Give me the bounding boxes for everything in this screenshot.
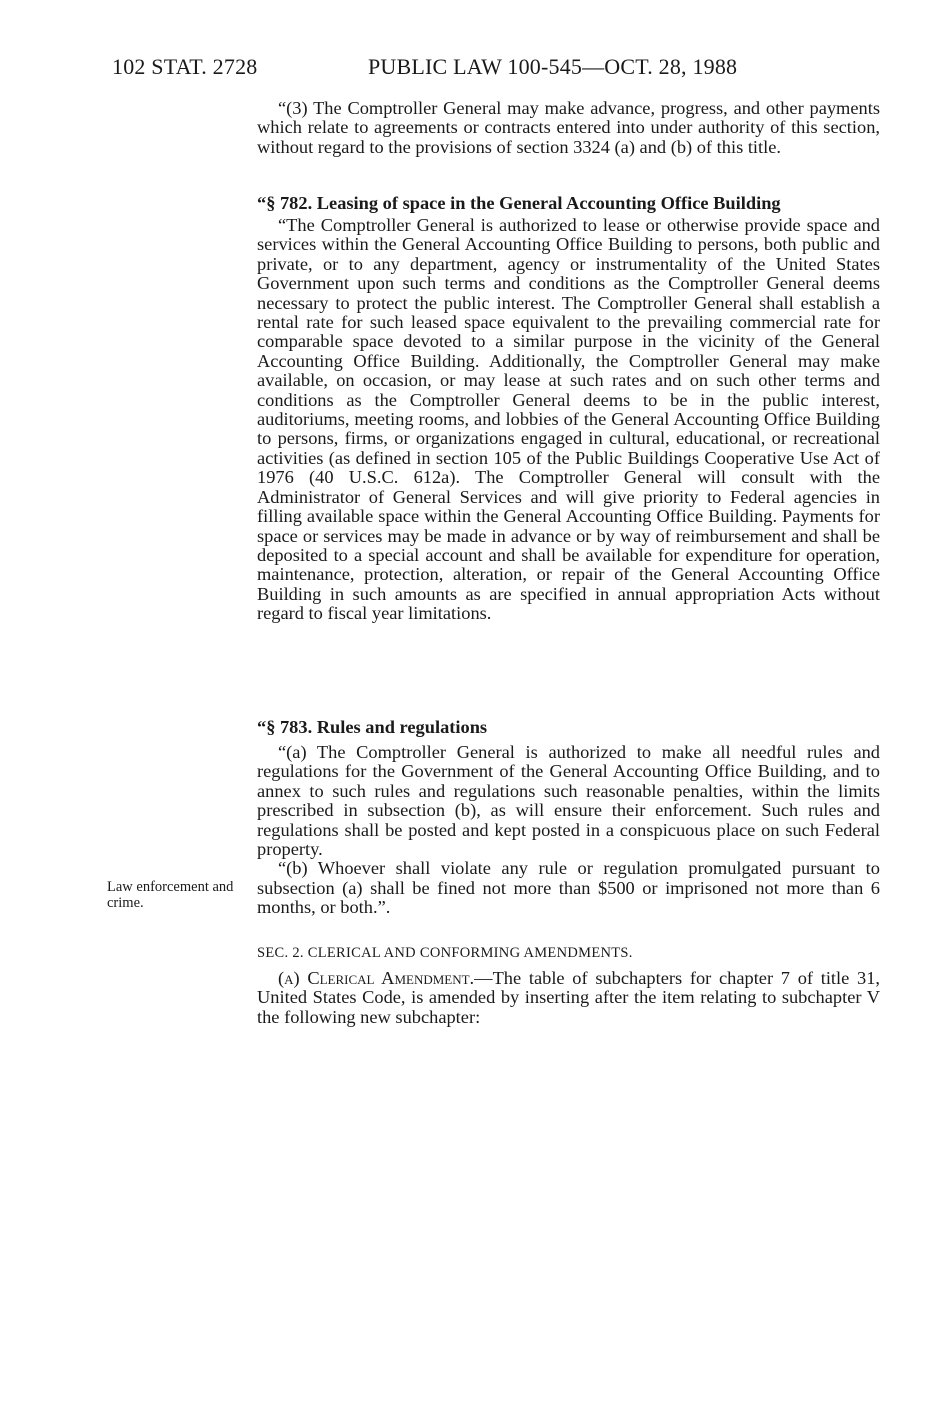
stat-page-number: 102 STAT. 2728 [112,54,258,79]
clerical-amendment-label: (a) Clerical Amendment. [278,968,475,988]
section-2-heading: SEC. 2. CLERICAL AND CONFORMING AMENDMENTS. [257,945,633,961]
paragraph-3 [257,99,880,157]
section-783 [257,717,880,918]
section-2-para-a [257,969,880,1027]
section-2 [257,944,880,1027]
section-783-para-b: “(b) Whoever shall violate any rule or regulation promulgated pursuant to subsection (a) shall be fined not more than $500 or imprisoned not more than 6 months, or both.”. [257,858,880,918]
page-header [112,54,812,84]
section-783-heading: “§ 783. Rules and regulations [257,717,488,737]
paragraph-3-text: “(3) The Comptroller General may make advance, progress, and other payments which relate to agreements or contracts entered into under authority of this section, without regard to the provisions of section 3324 (a) and (b) of this title. [257,98,880,157]
section-782-heading: “§ 782. Leasing of space in the General Accounting Office Building [257,193,781,213]
section-782 [257,193,880,624]
section-782-text: “The Comptroller General is authorized to lease or otherwise provide space and services within the General Accounting Office Building to persons, both public and private, or to any department, agency or instrumentality of the United States Government upon such terms and conditions as the Comptroller General deems necessary to protect the public interest. The Comptroller General shall establish a rental rate for such leased space equivalent to the prevailing commercial rate for comparable space devoted to a similar purpose in the vicinity of the General Accounting Office Building. Additionally, the Comptroller General may make available, on occasion, or may lease at such rates and on such other terms and conditions as the Comptroller General deems to be in the public interest, auditoriums, meeting rooms, and lobbies of the General Accounting Office Building to persons, firms, or organizations engaged in cultural, educational, or recreational activities (as defined in section 105 of the Public Buildings Cooperative Use Act of 1976 (40 U.S.C. 612a). The Comptroller General will consult with the Administrator of General Services and will give priority to Federal agencies in filling available space within the General Accounting Office Building. Payments for space or services may be made in advance or by way of reimbursement and shall be deposited to a special account and shall be available for expenditure for operation, maintenance, protection, alteration, or repair of the General Accounting Office Building in such amounts as are specified in annual appropriation Acts without regard to fiscal year limitations. [257,215,880,624]
margin-note: Law enforcement and crime. [107,879,234,911]
clerical-amendment-text: —The table of subchapters for chapter 7 of title 31, United States Code, is amended by inserting after the item relating to subchapter V the following new subchapter: [257,968,881,1027]
section-783-para-a: “(a) The Comptroller General is authorized to make all needful rules and regulations for the Government of the General Accounting Office Building, and to annex to such rules and regulations such reasonable penalties, within the limits prescribed in subsection (b), as will ensure their enforcement. Such rules and regulations shall be posted and kept posted in a conspicuous place on such Federal property. [257,742,880,860]
public-law-title: PUBLIC LAW 100-545—OCT. 28, 1988 [368,54,738,79]
